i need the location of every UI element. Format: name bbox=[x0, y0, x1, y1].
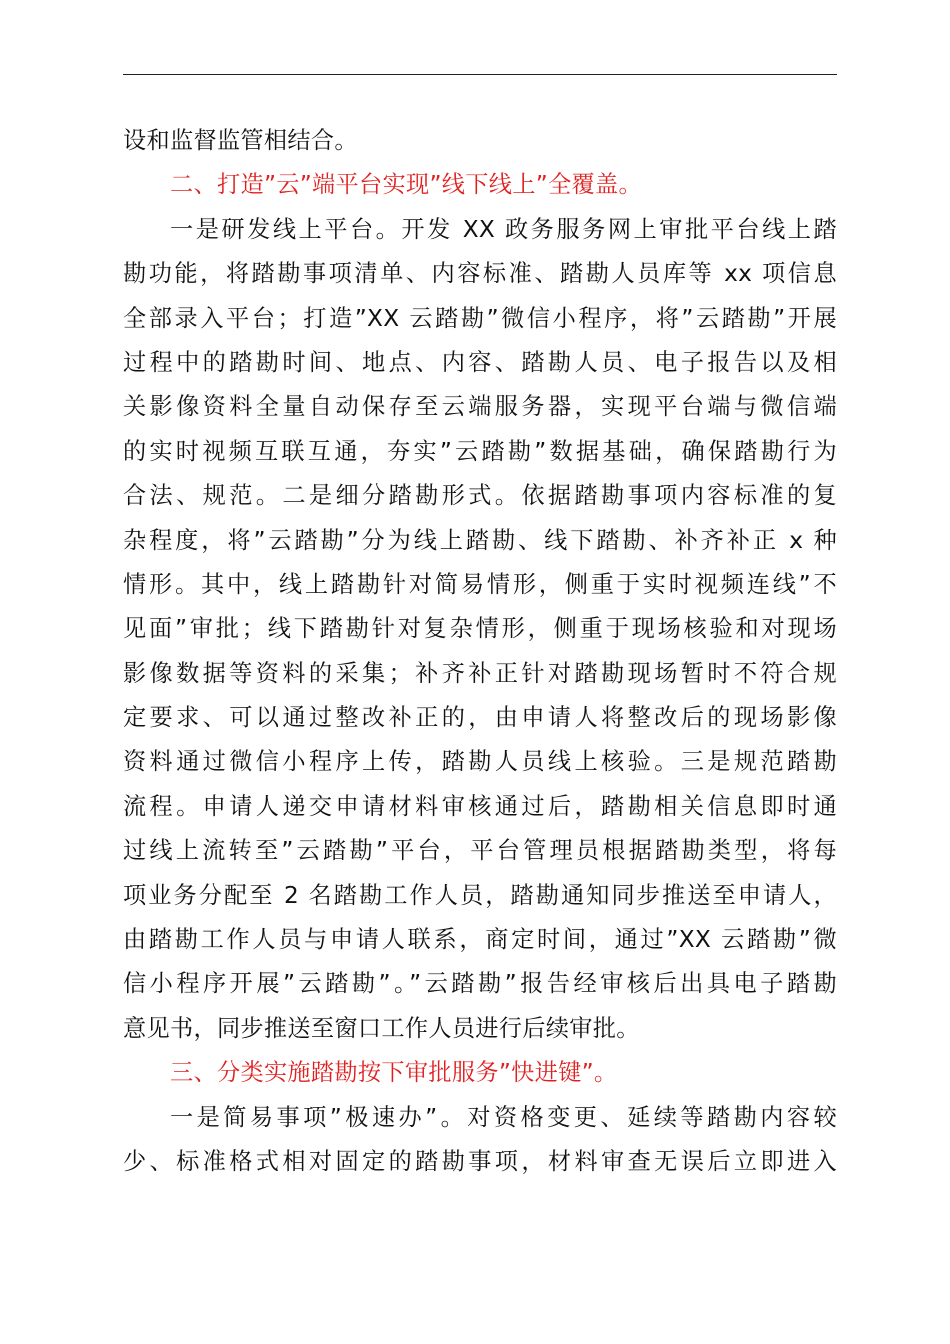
paragraph-line: 设和监督监管相结合。 bbox=[123, 127, 358, 154]
paragraph-line: 影像数据等资料的采集；补齐补正针对踏勘现场暂时不符合规 bbox=[123, 659, 837, 687]
paragraph-line: 过程中的踏勘时间、地点、内容、踏勘人员、电子报告以及相 bbox=[123, 348, 837, 376]
paragraph-line: 定要求、可以通过整改补正的，由申请人将整改后的现场影像 bbox=[123, 704, 837, 732]
paragraph-line: 合法、规范。二是细分踏勘形式。依据踏勘事项内容标准的复 bbox=[123, 482, 837, 510]
paragraph-line: 过线上流转至”云踏勘”平台，平台管理员根据踏勘类型，将每 bbox=[123, 837, 837, 865]
paragraph-line: 少、标准格式相对固定的踏勘事项，材料审查无误后立即进入 bbox=[123, 1147, 837, 1175]
paragraph-line: 资料通过微信小程序上传，踏勘人员线上核验。三是规范踏勘 bbox=[123, 748, 837, 776]
paragraph-line: 意见书，同步推送至窗口工作人员进行后续审批。 bbox=[123, 1014, 640, 1042]
paragraph-line: 全部录入平台；打造”XX 云踏勘”微信小程序，将”云踏勘”开展 bbox=[123, 304, 837, 332]
paragraph-line: 见面”审批；线下踏勘针对复杂情形，侧重于现场核验和对现场 bbox=[123, 615, 837, 643]
paragraph-line: 项业务分配至 2 名踏勘工作人员，踏勘通知同步推送至申请人， bbox=[123, 881, 837, 909]
paragraph-line: 情形。其中，线上踏勘针对简易情形，侧重于实时视频连线”不 bbox=[123, 570, 837, 598]
paragraph-line: 一是研发线上平台。开发 XX 政务服务网上审批平台线上踏 bbox=[170, 215, 837, 243]
paragraph-line: 关影像资料全量自动保存至云端服务器，实现平台端与微信端 bbox=[123, 393, 837, 421]
section-heading-3: 三、分类实施踏勘按下审批服务”快进键”。 bbox=[170, 1059, 618, 1087]
paragraph-line: 杂程度，将”云踏勘”分为线上踏勘、线下踏勘、补齐补正 x 种 bbox=[123, 526, 837, 554]
body-text bbox=[123, 119, 837, 1184]
paragraph-line: 由踏勘工作人员与申请人联系，商定时间，通过”XX 云踏勘”微 bbox=[123, 926, 837, 954]
paragraph-line: 信小程序开展”云踏勘”。”云踏勘”报告经审核后出具电子踏勘 bbox=[123, 970, 837, 998]
paragraph-line: 一是简易事项”极速办”。对资格变更、延续等踏勘内容较 bbox=[170, 1103, 837, 1131]
paragraph-line: 勘功能，将踏勘事项清单、内容标准、踏勘人员库等 xx 项信息 bbox=[123, 260, 837, 288]
paragraph-line: 的实时视频互联互通，夯实”云踏勘”数据基础，确保踏勘行为 bbox=[123, 437, 837, 465]
header-rule bbox=[123, 74, 837, 75]
paragraph-line: 流程。申请人递交申请材料审核通过后，踏勘相关信息即时通 bbox=[123, 792, 837, 820]
section-heading-2: 二、打造”云”端平台实现”线下线上”全覆盖。 bbox=[170, 171, 643, 199]
